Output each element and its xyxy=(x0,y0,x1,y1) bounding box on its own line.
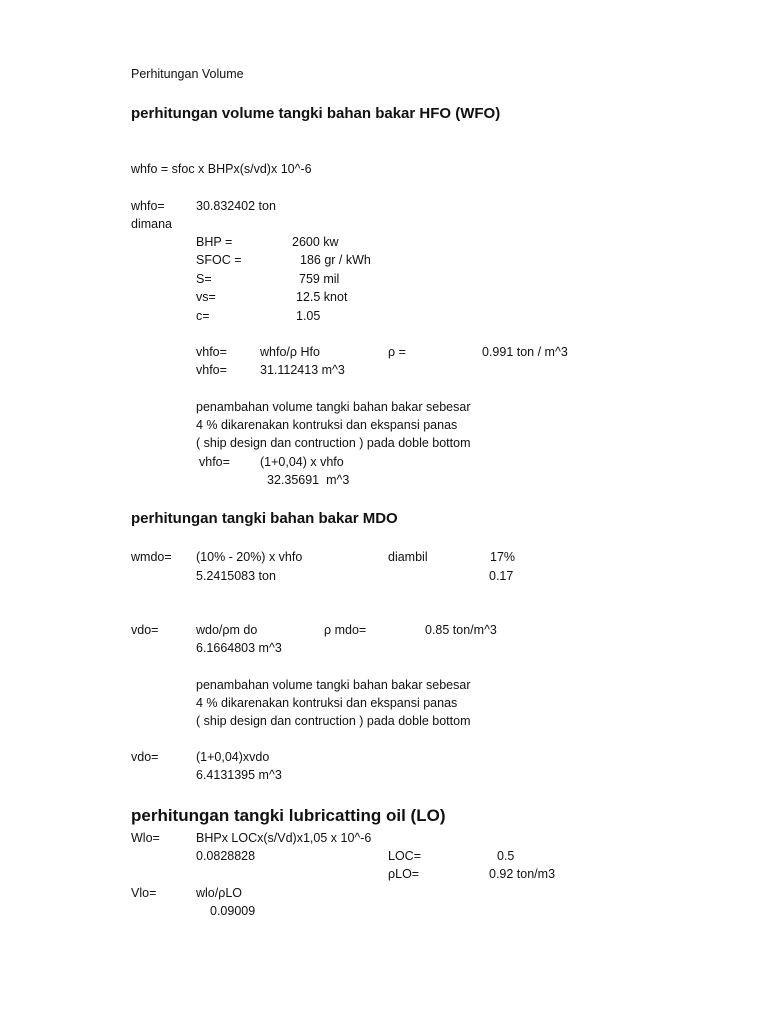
vlo-label: Vlo= xyxy=(131,886,157,900)
vs-value: 12.5 knot xyxy=(296,290,348,304)
wmdo-label: wmdo= xyxy=(131,550,172,564)
vdo-formula: wdo/ρm do xyxy=(196,623,258,637)
vdo-label-2: vdo= xyxy=(131,750,159,764)
vhfo-formula: whfo/ρ Hfo xyxy=(260,345,320,359)
loc-value: 0.5 xyxy=(497,849,515,863)
c-label: c= xyxy=(196,309,210,323)
hfo-note-line-1: penambahan volume tangki bahan bakar sebesar xyxy=(196,400,471,414)
sfoc-label: SFOC = xyxy=(196,253,242,267)
mdo-note-line-1: penambahan volume tangki bahan bakar sebesar xyxy=(196,678,471,692)
vhfo-label: vhfo= xyxy=(196,345,227,359)
mdo-heading: perhitungan tangki bahan bakar MDO xyxy=(131,510,398,527)
vhfo-label-3: vhfo= xyxy=(199,455,230,469)
s-value: 759 mil xyxy=(299,272,340,286)
vhfo-formula-2: (1+0,04) x vhfo xyxy=(260,455,344,469)
vhfo-value: 31.112413 m^3 xyxy=(260,363,345,377)
diambil-label: diambil xyxy=(388,550,428,564)
rho-lo-label: ρLO= xyxy=(388,867,420,881)
bhp-label: BHP = xyxy=(196,235,233,249)
rho-mdo-label: ρ mdo= xyxy=(324,623,367,637)
vhfo-final: 32.35691 m^3 xyxy=(267,473,350,487)
hfo-heading: perhitungan volume tangki bahan bakar HFO (WFO) xyxy=(131,105,501,122)
whfo-value: 30.832402 ton xyxy=(196,199,276,213)
vdo-value: 6.1664803 m^3 xyxy=(196,641,282,655)
vdo-formula-2: (1+0,04)xvdo xyxy=(196,750,270,764)
wlo-label: Wlo= xyxy=(131,831,160,845)
loc-label: LOC= xyxy=(388,849,422,863)
vdo-label: vdo= xyxy=(131,623,159,637)
wlo-formula: BHPx LOCx(s/Vd)x1,05 x 10^-6 xyxy=(196,831,372,845)
vdo-final: 6.4131395 m^3 xyxy=(196,768,282,782)
c-value: 1.05 xyxy=(296,309,321,323)
hfo-note-line-3: ( ship design dan contruction ) pada doble bottom xyxy=(196,436,471,450)
rho-mdo-value: 0.85 ton/m^3 xyxy=(425,623,497,637)
whfo-label: whfo= xyxy=(131,199,165,213)
hfo-note-line-2: 4 % dikarenakan kontruksi dan ekspansi panas xyxy=(196,418,458,432)
bhp-value: 2600 kw xyxy=(292,235,339,249)
sfoc-value: 186 gr / kWh xyxy=(300,253,371,267)
mdo-note-line-2: 4 % dikarenakan kontruksi dan ekspansi panas xyxy=(196,696,458,710)
diambil-percent: 17% xyxy=(490,550,516,564)
wmdo-value: 5.2415083 ton xyxy=(196,569,276,583)
wmdo-formula: (10% - 20%) x vhfo xyxy=(196,550,303,564)
rho-lo-value: 0.92 ton/m3 xyxy=(489,867,556,881)
rho-hfo-value: 0.991 ton / m^3 xyxy=(482,345,568,359)
vlo-value: 0.09009 xyxy=(210,904,256,918)
mdo-note-line-3: ( ship design dan contruction ) pada doble bottom xyxy=(196,714,471,728)
vhfo-label-2: vhfo= xyxy=(196,363,227,377)
document-title: Perhitungan Volume xyxy=(131,67,244,81)
vlo-formula: wlo/ρLO xyxy=(196,886,243,900)
vs-label: vs= xyxy=(196,290,216,304)
s-label: S= xyxy=(196,272,212,286)
wlo-value: 0.0828828 xyxy=(196,849,256,863)
rho-hfo-label: ρ = xyxy=(388,345,406,359)
hfo-formula: whfo = sfoc x BHPx(s/vd)x 10^-6 xyxy=(131,162,312,176)
dimana-label: dimana xyxy=(131,217,172,231)
diambil-decimal: 0.17 xyxy=(489,569,514,583)
lo-heading: perhitungan tangki lubricatting oil (LO) xyxy=(131,806,446,825)
